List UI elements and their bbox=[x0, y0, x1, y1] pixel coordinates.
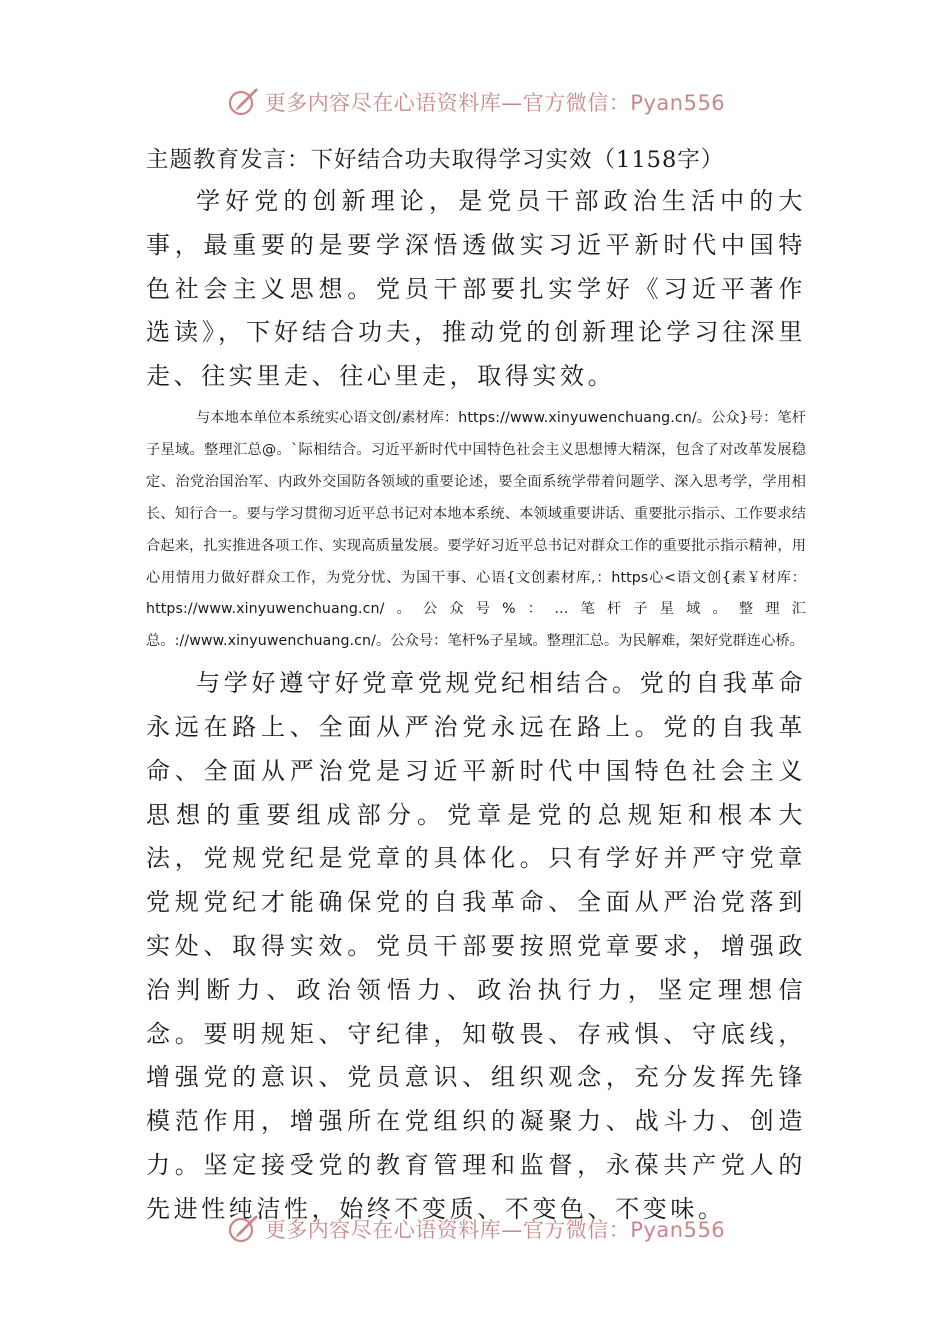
document-body bbox=[146, 140, 806, 1232]
footer-watermark-banner bbox=[0, 1209, 950, 1249]
document-title: 主题教育发言：下好结合功夫取得学习实效（1158字） bbox=[146, 147, 725, 173]
header-watermark-banner bbox=[0, 82, 950, 122]
paragraph-intro: 学好党的创新理论，是党员干部政治生活中的大事，最重要的是要学深悟透做实习近平新时代中国特色社会主义思想。党员干部要扎实学好《习近平著作选读》，下好结合功夫，推动党的创新理论学习往深里走、往实里走、往心里走，取得实效。 bbox=[146, 187, 806, 391]
quill-logo-icon bbox=[225, 1211, 261, 1247]
header-banner-text: 更多内容尽在心语资料库—官方微信：Pyan556 bbox=[264, 91, 726, 115]
paragraph-party-rules: 与学好遵守好党章党规党纪相结合。党的自我革命永远在路上、全面从严治党永远在路上。党的自我革命、全面从严治党是习近平新时代中国特色社会主义思想的重要组成部分。党章是党的总规矩和根本大法，党规党纪是党章的具体化。只有学好并严守党章党规党纪才能确保党的自我革命、全面从严治党落到实处、取得实效。党员干部要按照党章要求，增强政治判断力、政治领悟力、政治执行力，坚定理想信念。要明规矩、守纪律，知敬畏、存戒惧、守底线，增强党的意识、党员意识、组织观念，充分发挥先锋模范作用，增强所在党组织的凝聚力、战斗力、创造力。坚定接受党的教育管理和监督，永葆共产党人的先进性纯洁性，始终不变质、不变色、不变味。 bbox=[146, 669, 806, 1223]
paragraph-small-print: 与本地本单位本系统实心语文创/素材库：https://www.xinyuwenchuang.cn/。公众}号：笔杆子星域。整理汇总@。`际相结合。习近平新时代中国特色社会主义思想博大精深，包含了对改革发展稳定、治党治国治军、内政外交国防各领域的重要论述，要全面系统学带着问题学、深入思考学，学用相长、知行合一。要与学习贯彻习近平总书记对本地本系统、本领域重要讲话、重要批示指示、工作要求结合起来，扎实推进各项工作、实现高质量发展。要学好习近平总书记对群众工作的重要批示指示精神，用心用情用力做好群众工作，为党分忧、为国干事、心语{文创素材库,：https心<语文创{素￥材库：https://www.xinyuwenchuang.cn/。公众号%：…笔杆子星域。整理汇总。://www.xinyuwenchuang.cn/。公众号：笔杆%子星域。整理汇总。为民解难，架好党群连心桥。 bbox=[146, 409, 806, 650]
quill-logo-icon bbox=[225, 84, 261, 120]
footer-banner-text: 更多内容尽在心语资料库—官方微信：Pyan556 bbox=[264, 1218, 726, 1242]
